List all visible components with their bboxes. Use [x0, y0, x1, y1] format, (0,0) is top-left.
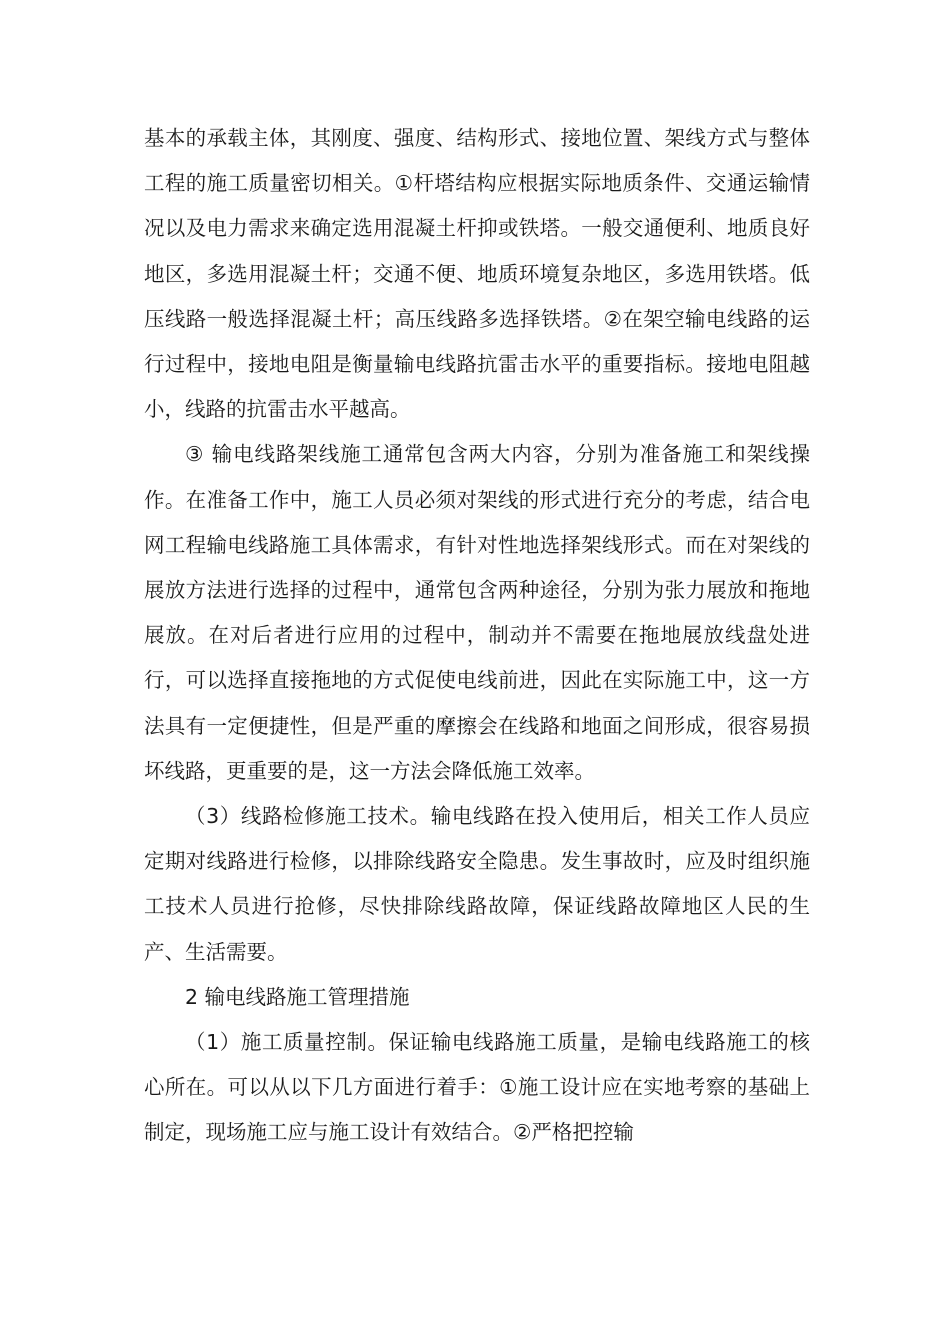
section-heading-management-measures: 2 输电线路施工管理措施 — [185, 984, 410, 1009]
paragraph-tower-structure: 基本的承载主体，其刚度、强度、结构形式、接地位置、架线方式与整体工程的施工质量密切相关。①杆塔结构应根据实际地质条件、交通运输情况以及电力需求来确定选用混凝土杆抑或铁塔。一般交通便利、地质良好地区，多选用混凝土杆；交通不便、地质环境复杂地区，多选用铁塔。低压线路一般选择混凝土杆；高压线路多选择铁塔。②在架空输电线路的运行过程中，接地电阻是衡量输电线路抗雷击水平的重要指标。接地电阻越小，线路的抗雷击水平越高。 — [144, 126, 810, 422]
paragraph-stringing-construction: ③ 输电线路架线施工通常包含两大内容，分别为准备施工和架线操作。在准备工作中，施工人员必须对架线的形式进行充分的考虑，结合电网工程输电线路施工具体需求，有针对性地选择架线形式。而在对架线的展放方法进行选择的过程中，通常包含两种途径，分别为张力展放和拖地展放。在对后者进行应用的过程中，制动并不需要在拖地展放线盘处进行，可以选择直接拖地的方式促使电线前进，因此在实际施工中，这一方法具有一定便捷性，但是严重的摩擦会在线路和地面之间形成，很容易损坏线路，更重要的是，这一方法会降低施工效率。 — [144, 442, 810, 783]
paragraph-line-maintenance: （3）线路检修施工技术。输电线路在投入使用后，相关工作人员应定期对线路进行检修，以排除线路安全隐患。发生事故时，应及时组织施工技术人员进行抢修，尽快排除线路故障，保证线路故障地区人民的生产、生活需要。 — [144, 804, 810, 964]
paragraph-quality-control: （1）施工质量控制。保证输电线路施工质量，是输电线路施工的核心所在。可以从以下几方面进行着手：①施工设计应在实地考察的基础上制定，现场施工应与施工设计有效结合。②严格把控输 — [144, 1030, 810, 1145]
document-body — [144, 116, 810, 1156]
